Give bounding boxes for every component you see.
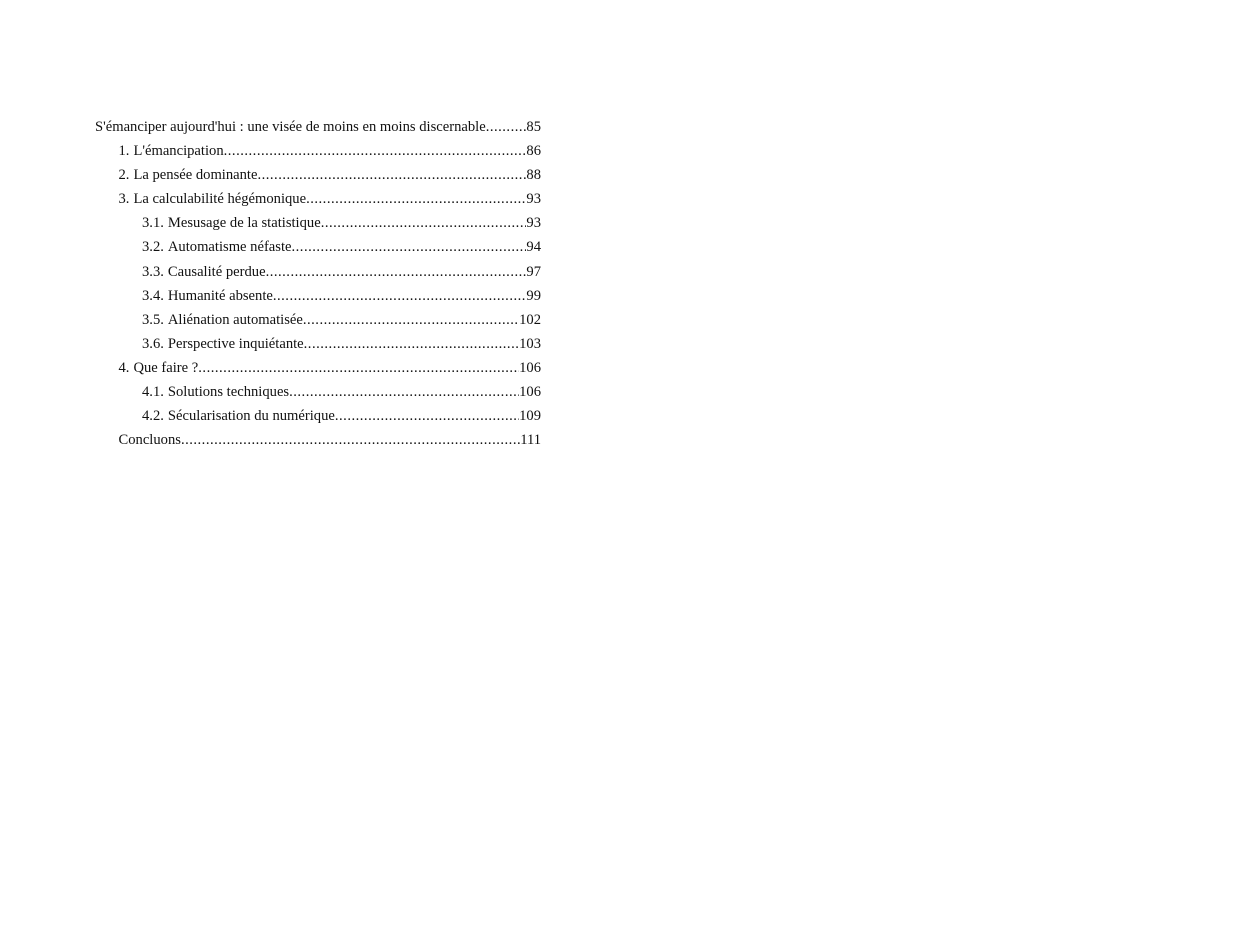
toc-entry-page: 88 [526,167,541,184]
toc-entry-title: Mesusage de la statistique [167,215,321,232]
toc-entry[interactable] [95,211,541,235]
toc-entry[interactable] [95,428,541,452]
toc-entry-title: Que faire ? [133,359,199,376]
dot-leader [257,163,526,187]
toc-entry-page: 97 [526,263,541,280]
toc-entry[interactable] [95,235,541,259]
toc-entry[interactable] [95,260,541,284]
toc-entry[interactable] [95,163,541,187]
toc-entry-number: 4. [118,359,130,376]
toc-entry-number: 3.4. [142,287,164,304]
toc-entry[interactable] [95,115,541,139]
dot-leader [303,308,519,332]
toc-entry-page: 94 [526,239,541,256]
toc-entry-number: 4.2. [142,408,164,425]
toc-entry-number: 3.6. [142,335,164,352]
toc-entry[interactable] [95,284,541,308]
toc-entry[interactable] [95,404,541,428]
toc-entry-page: 106 [519,384,541,401]
toc-entry-number: 3.5. [142,311,164,328]
toc-entry[interactable] [95,139,541,163]
toc-entry-title: Sécularisation du numérique [167,408,335,425]
toc-entry-page: 99 [526,287,541,304]
dot-leader [289,380,519,404]
toc-entry-title: Perspective inquiétante [167,335,304,352]
toc-entry-title: S'émanciper aujourd'hui : une visée de moins en moins discernable [95,119,486,135]
toc-entry-page: 106 [519,359,541,376]
dot-leader [306,187,526,211]
toc-entry[interactable] [95,187,541,211]
toc-entry-title: Automatisme néfaste [167,239,292,256]
dot-leader [273,284,527,308]
toc-entry-title: Solutions techniques [167,384,290,401]
dot-leader [181,428,520,452]
toc-entry[interactable] [95,308,541,332]
toc-entry-title: Aliénation automatisée [167,311,303,328]
toc-entry-title: La calculabilité hégémonique [133,191,307,208]
dot-leader [198,356,519,380]
dot-leader [292,235,527,259]
toc-entry[interactable] [95,332,541,356]
toc-entry-title: La pensée dominante [133,167,258,184]
dot-leader [266,260,527,284]
table-of-contents [95,115,541,452]
toc-entry-title: L'émancipation [133,143,224,160]
toc-entry-number: 2. [118,167,130,184]
toc-entry-number: 3.3. [142,263,164,280]
dot-leader [224,139,527,163]
dot-leader [335,404,519,428]
toc-entry-number: 3.2. [142,239,164,256]
toc-entry-title: Humanité absente [167,287,273,304]
dot-leader [321,211,527,235]
toc-entry-title: Causalité perdue [167,263,266,280]
toc-entry-page: 93 [526,215,541,232]
toc-entry-title: Concluons [118,432,181,449]
toc-entry-number: 4.1. [142,384,164,401]
toc-entry-page: 102 [519,311,541,328]
toc-entry-page: 111 [520,432,541,449]
toc-entry-page: 103 [519,335,541,352]
toc-entry-number: 3.1. [142,215,164,232]
toc-entry[interactable] [95,356,541,380]
toc-entry-page: 109 [519,408,541,425]
toc-entry-page: 93 [526,191,541,208]
toc-entry-page: 85 [526,119,541,135]
toc-entry-number: 3. [118,191,130,208]
toc-entry[interactable] [95,380,541,404]
dot-leader [304,332,519,356]
toc-entry-page: 86 [526,143,541,160]
dot-leader [486,115,527,139]
toc-entry-number: 1. [118,143,130,160]
